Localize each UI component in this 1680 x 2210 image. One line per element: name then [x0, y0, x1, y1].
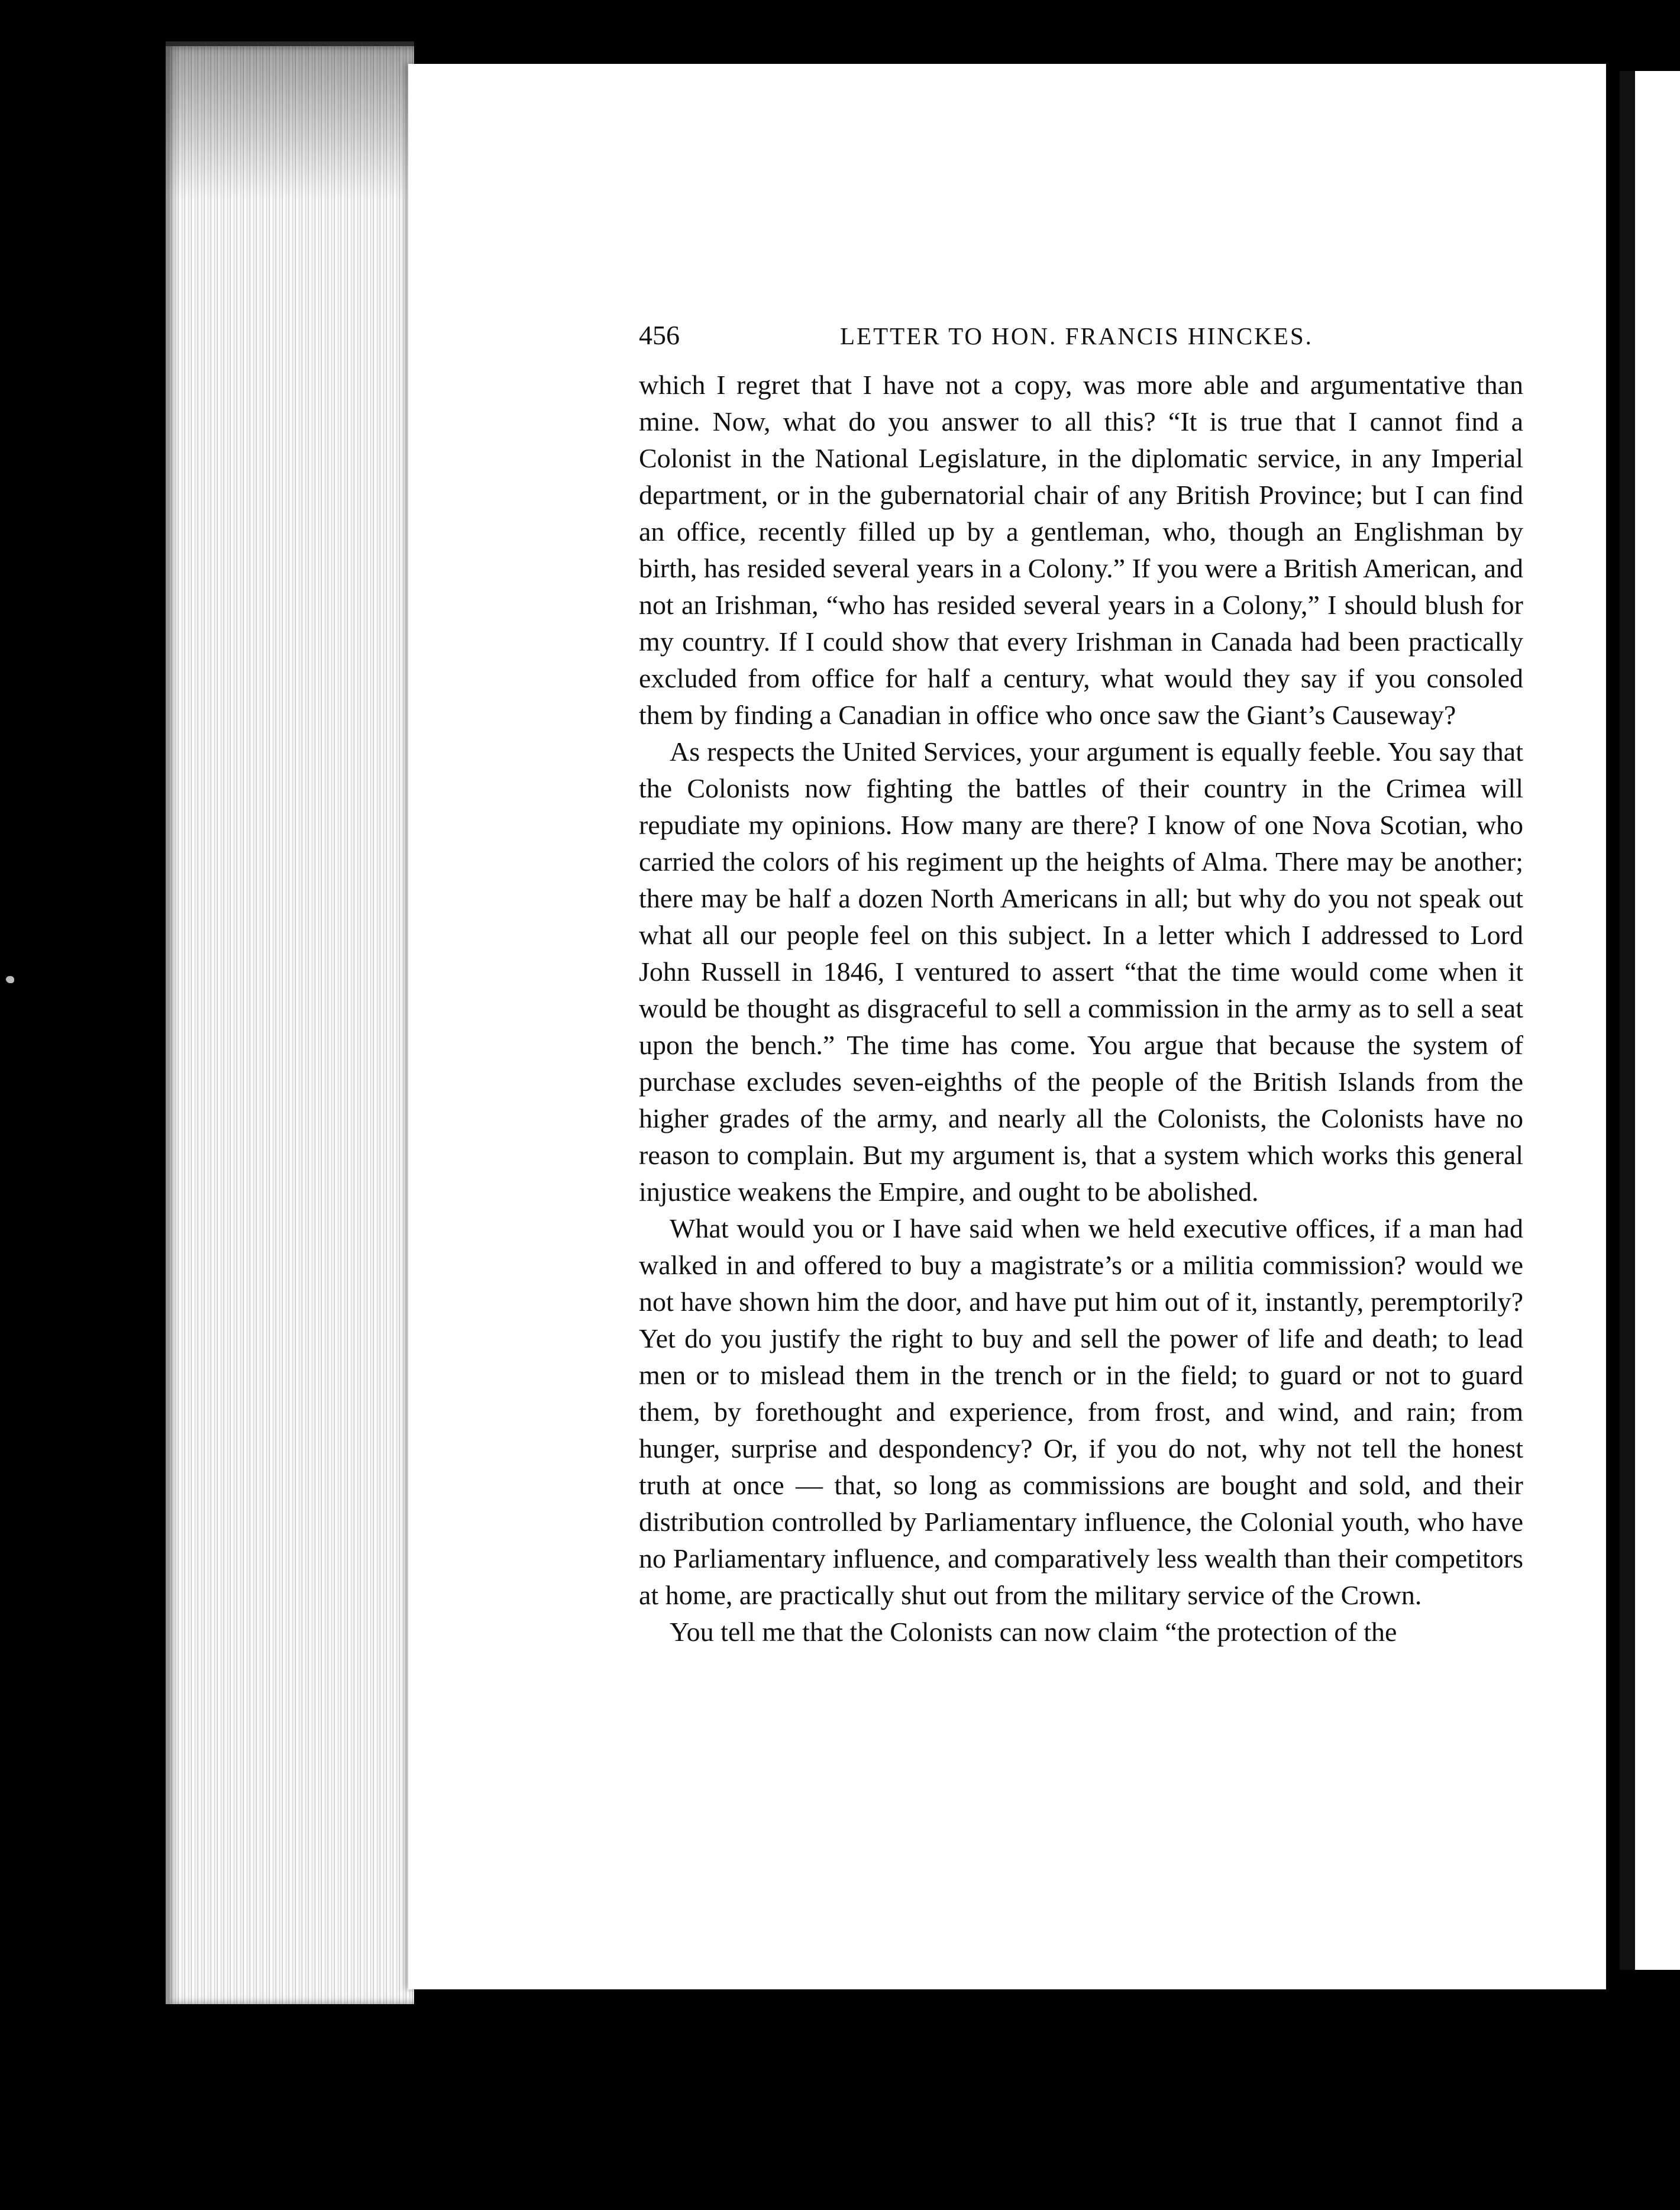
scan-speck: [6, 976, 14, 983]
paragraph: What would you or I have said when we held executive offices, if a man had walked in and offered to buy a magistrate’s or a militia commission? would we not have shown him the door, and have put him out of it, instantly, peremptorily? Yet do you justify the right to buy and sell the power of life and death; to lead men or to mislead them in the trench or in the field; to guard or not to guard them, by forethought and experience, from frost, and wind, and rain; from hunger, surprise and despondency? Or, if you do not, why not tell the honest truth at once — that, so long as commissions are bought and sold, and their distribution controlled by Parliamentary influence, the Colonial youth, who have no Parliamentary influence, and comparatively less wealth than their competitors at home, are practically shut out from the military service of the Crown.: [639, 1213, 1523, 1610]
page-number: 456: [639, 320, 680, 350]
running-head-title: LETTER TO HON. FRANCIS HINCKES.: [840, 322, 1313, 350]
page-text-column: [639, 319, 1523, 1650]
paragraph: You tell me that the Colonists can now claim “the protection of the: [670, 1617, 1397, 1647]
running-head: [639, 319, 1523, 361]
facing-page-edge: [1620, 71, 1680, 1970]
body-text: [639, 367, 1523, 1650]
paragraph-continued: which I regret that I have not a copy, was more able and argumentative than mine. Now, what do you answer to all this? “It is true that I cannot find a Colonist in the National Legislature, in the diplomatic service, in any Imperial department, or in the gubernatorial chair of any British Province; but I can find an office, recently filled up by a gentleman, who, though an Englishman by birth, has resided several years in a Colony.” If you were a British American, and not an Irishman, “who has resided several years in a Colony,” I should blush for my country. If I could show that every Irishman in Canada had been practically excluded from office for half a century, what would they say if you consoled them by finding a Canadian in office who once saw the Giant’s Causeway?: [639, 370, 1523, 730]
paragraph: As respects the United Services, your argument is equally feeble. You say that the Colonists now fighting the battles of their country in the Crimea will repudiate my opinions. How many are there? I know of one Nova Scotian, who carried the colors of his regiment up the heights of Alma. There may be another; there may be half a dozen North Americans in all; but why do you not speak out what all our people feel on this subject. In a letter which I addressed to Lord John Russell in 1846, I ventured to assert “that the time would come when it would be thought as disgraceful to sell a commission in the army as to sell a seat upon the bench.” The time has come. You argue that because the system of purchase excludes seven-eighths of the people of the British Islands from the higher grades of the army, and nearly all the Colonists, the Colonists have no reason to complain. But my argument is, that a system which works this general injustice weakens the Empire, and ought to be abolished.: [639, 736, 1523, 1207]
book-page-edges: [166, 41, 414, 2004]
